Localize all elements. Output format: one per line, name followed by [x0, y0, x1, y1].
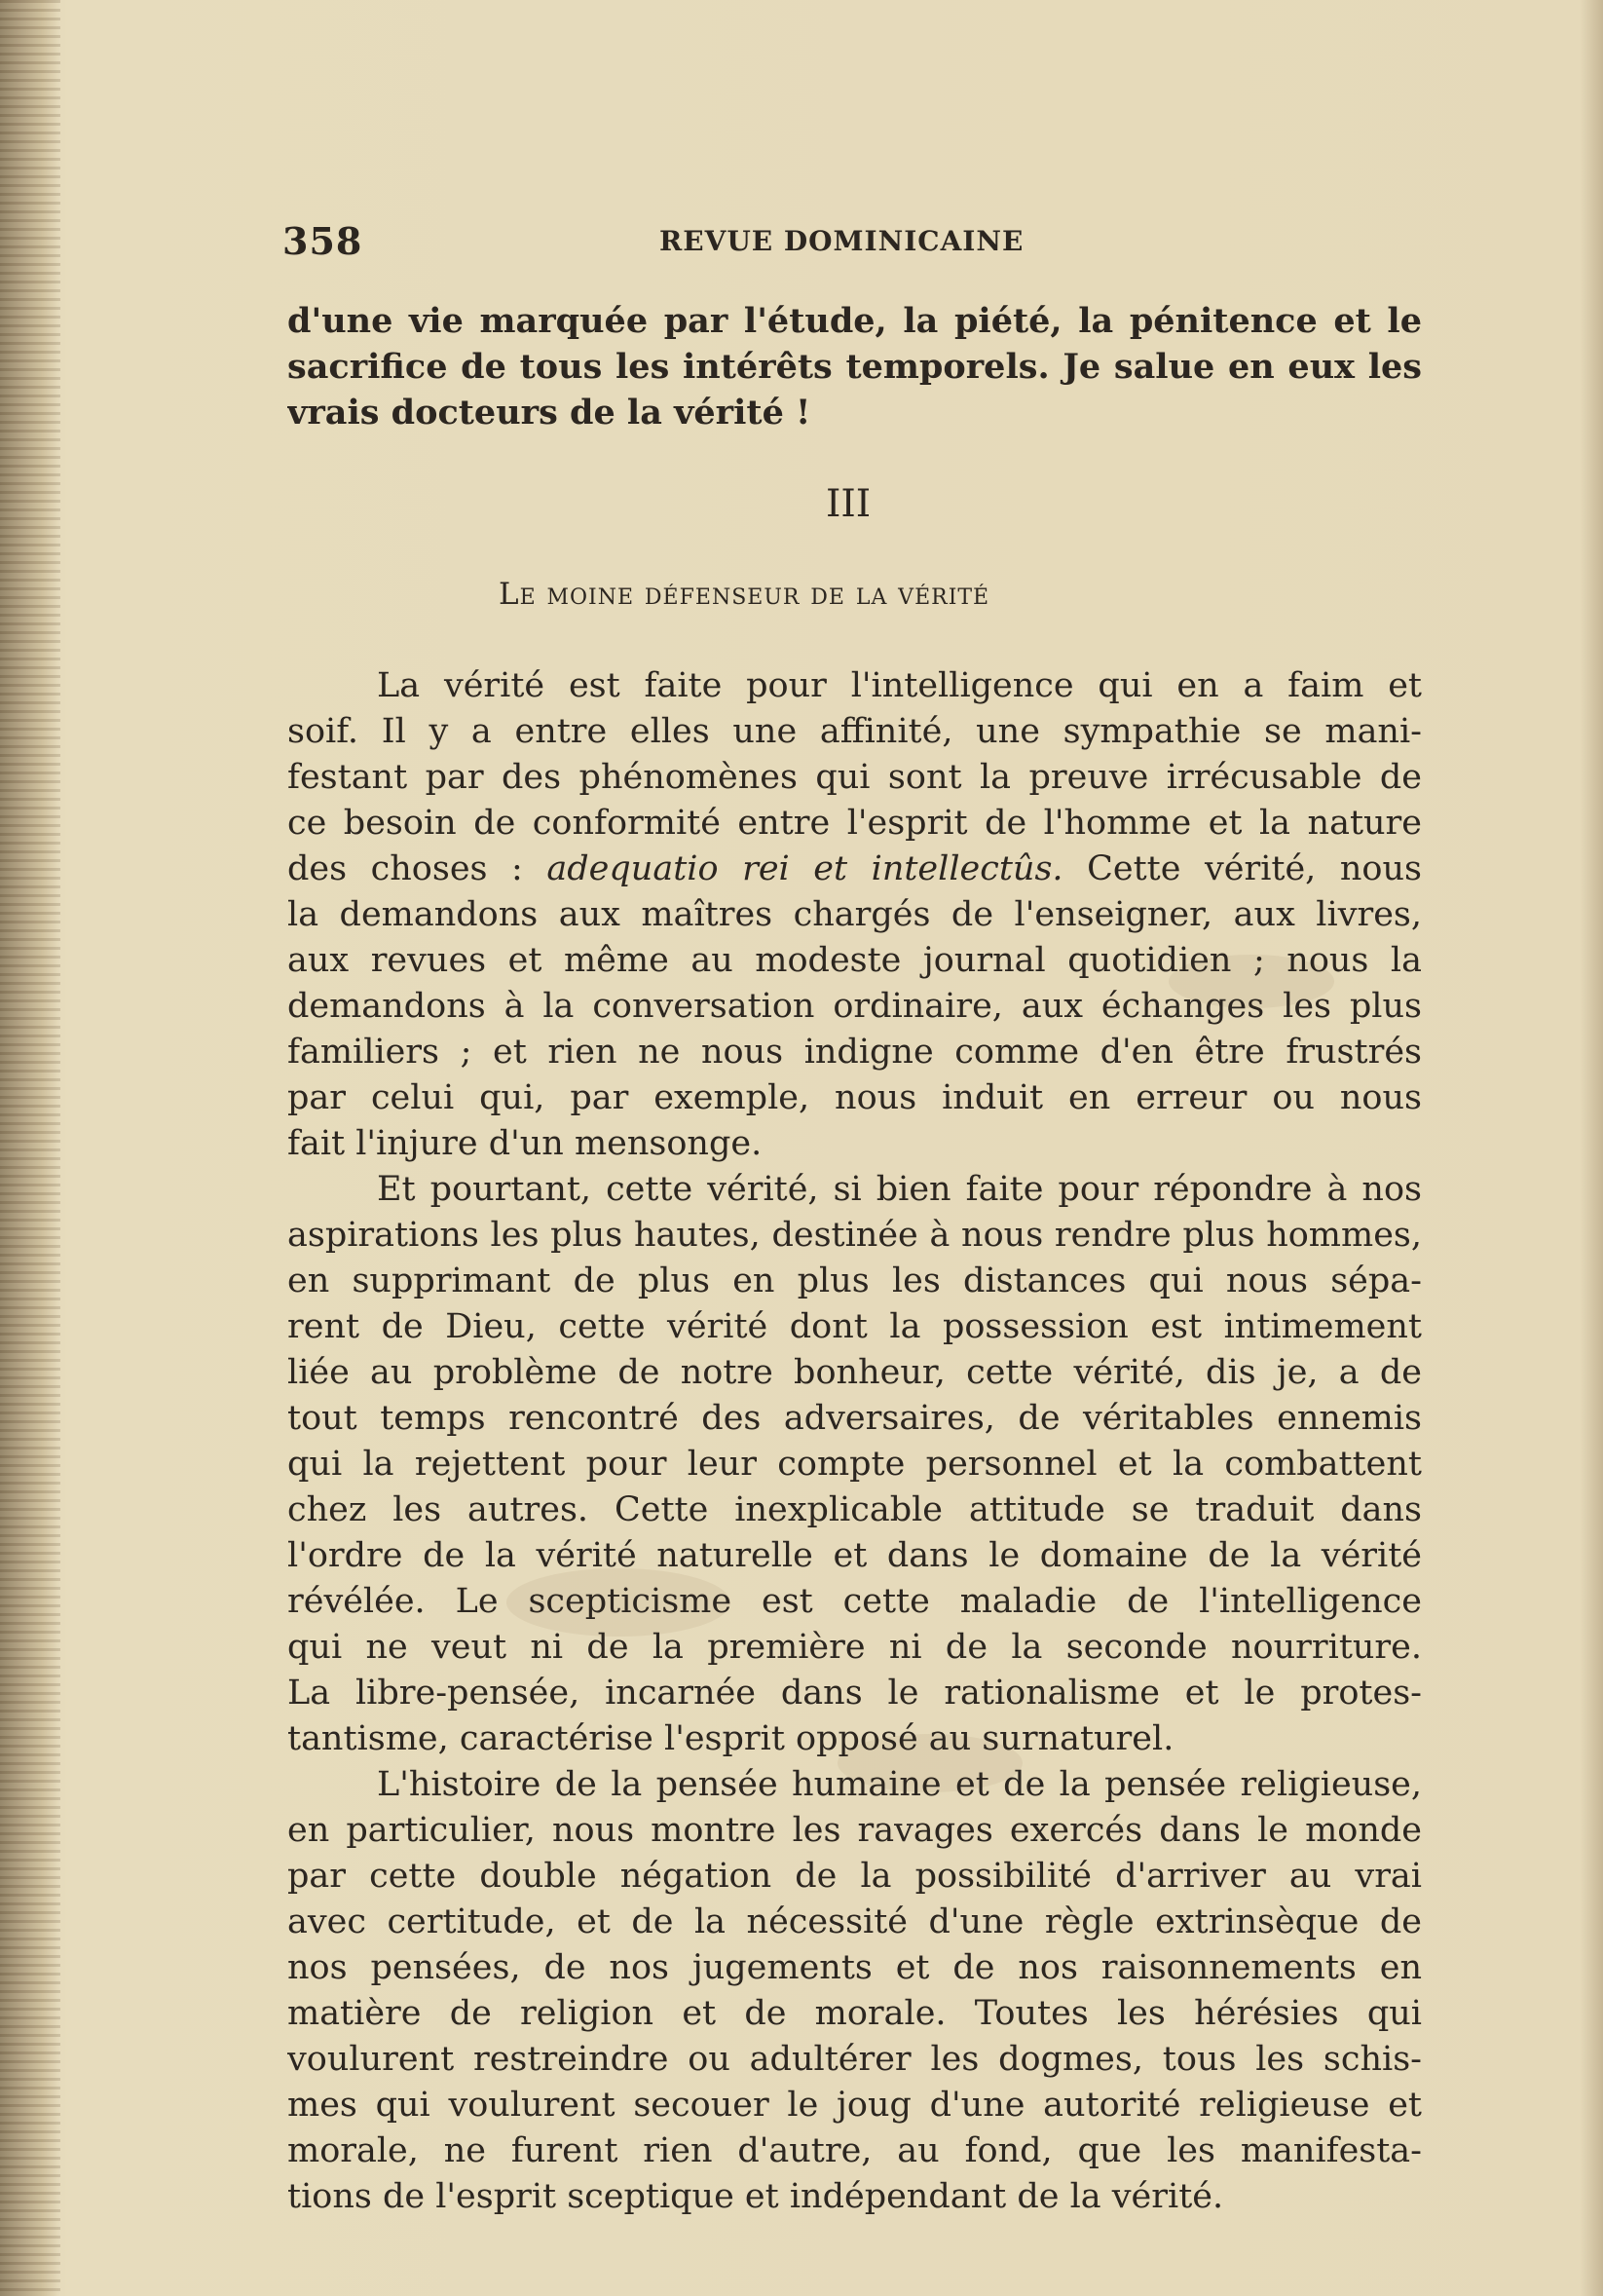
page-binding-edge: [0, 0, 60, 2296]
paragraph-line: tout temps rencontré des adversaires, de véritables ennemis: [287, 1399, 1422, 1438]
paragraph-line: familiers ; et rien ne nous indigne comme d'en être frustrés: [287, 1033, 1422, 1072]
paragraph-line: voulurent restreindre ou adultérer les dogmes, tous les schis-: [287, 2040, 1422, 2079]
paragraph-line: aux revues et même au modeste journal quotidien ; nous la: [287, 941, 1422, 980]
paragraph-line: rent de Dieu, cette vérité dont la possession est intimement: [287, 1307, 1422, 1346]
intro-line: sacrifice de tous les intérêts temporels. Je salue en eux les: [287, 347, 1422, 387]
paragraph-line: festant par des phénomènes qui sont la preuve irrécusable de: [287, 758, 1422, 797]
paragraph-line: nos pensées, de nos jugements et de nos raisonnements en: [287, 1948, 1422, 1987]
paragraph-line: tions de l'esprit sceptique et indépendant de la vérité.: [287, 2177, 1224, 2216]
paragraph-line: liée au problème de notre bonheur, cette vérité, dis je, a de: [287, 1353, 1422, 1392]
page-header: [282, 219, 1422, 278]
paragraph-line: L'histoire de la pensée humaine et de la pensée religieuse,: [377, 1765, 1422, 1804]
section-title: Le moine défenseur de la vérité: [499, 577, 990, 612]
paragraph-line: La vérité est faite pour l'intelligence qui en a faim et: [377, 666, 1422, 705]
paragraph-line: en particulier, nous montre les ravages exercés dans le monde: [287, 1811, 1422, 1850]
paragraph-line: par celui qui, par exemple, nous induit en erreur ou nous: [287, 1078, 1422, 1117]
latin-phrase: adequatio rei et intellectûs.: [546, 849, 1063, 888]
paragraph-line: Et pourtant, cette vérité, si bien faite pour répondre à nos: [377, 1170, 1422, 1209]
paragraph-line: aspirations les plus hautes, destinée à nous rendre plus hommes,: [287, 1216, 1422, 1255]
paragraph-line: fait l'injure d'un mensonge.: [287, 1124, 763, 1163]
paragraph-line: en supprimant de plus en plus les distances qui nous sépa-: [287, 1261, 1422, 1300]
paragraph-line: soif. Il y a entre elles une affinité, une sympathie se mani-: [287, 712, 1422, 751]
paragraph-line: [287, 847, 1422, 892]
paragraph-line: l'ordre de la vérité naturelle et dans le domaine de la vérité: [287, 1536, 1422, 1575]
line-segment: Cette vérité, nous: [1062, 849, 1422, 888]
paragraph-line: morale, ne furent rien d'autre, au fond, que les manifesta-: [287, 2131, 1422, 2170]
paragraph-line: matière de religion et de morale. Toutes les hérésies qui: [287, 1994, 1422, 2033]
intro-line: d'une vie marquée par l'étude, la piété, la pénitence et le: [287, 301, 1422, 341]
intro-paragraph: [287, 298, 1422, 435]
page-right-edge: [1580, 0, 1603, 2296]
section-number: III: [826, 482, 872, 526]
paragraph-line: La libre-pensée, incarnée dans le rationalisme et le protes-: [287, 1674, 1422, 1713]
paragraph-line: avec certitude, et de la nécessité d'une règle extrinsèque de: [287, 1902, 1422, 1941]
line-segment: des choses :: [287, 849, 547, 888]
paragraph-line: qui la rejettent pour leur compte personnel et la combattent: [287, 1445, 1422, 1484]
page-number: 358: [282, 219, 363, 263]
paragraph-line: mes qui voulurent secouer le joug d'une autorité religieuse et: [287, 2086, 1422, 2125]
running-head: REVUE DOMINICAINE: [659, 225, 1025, 257]
paragraph-line: la demandons aux maîtres chargés de l'enseigner, aux livres,: [287, 895, 1422, 934]
paragraph-line: révélée. Le scepticisme est cette maladie de l'intelligence: [287, 1582, 1422, 1621]
intro-line: vrais docteurs de la vérité !: [287, 393, 811, 433]
paragraph-line: demandons à la conversation ordinaire, aux échanges les plus: [287, 987, 1422, 1026]
paragraph-line: tantisme, caractérise l'esprit opposé au surnaturel.: [287, 1719, 1174, 1758]
paragraph-line: ce besoin de conformité entre l'esprit de l'homme et la nature: [287, 804, 1422, 843]
paragraph-line: chez les autres. Cette inexplicable attitude se traduit dans: [287, 1490, 1422, 1529]
main-text: [287, 663, 1422, 2220]
paragraph-line: par cette double négation de la possibilité d'arriver au vrai: [287, 1857, 1422, 1896]
paragraph-line: qui ne veut ni de la première ni de la seconde nourriture.: [287, 1628, 1422, 1667]
